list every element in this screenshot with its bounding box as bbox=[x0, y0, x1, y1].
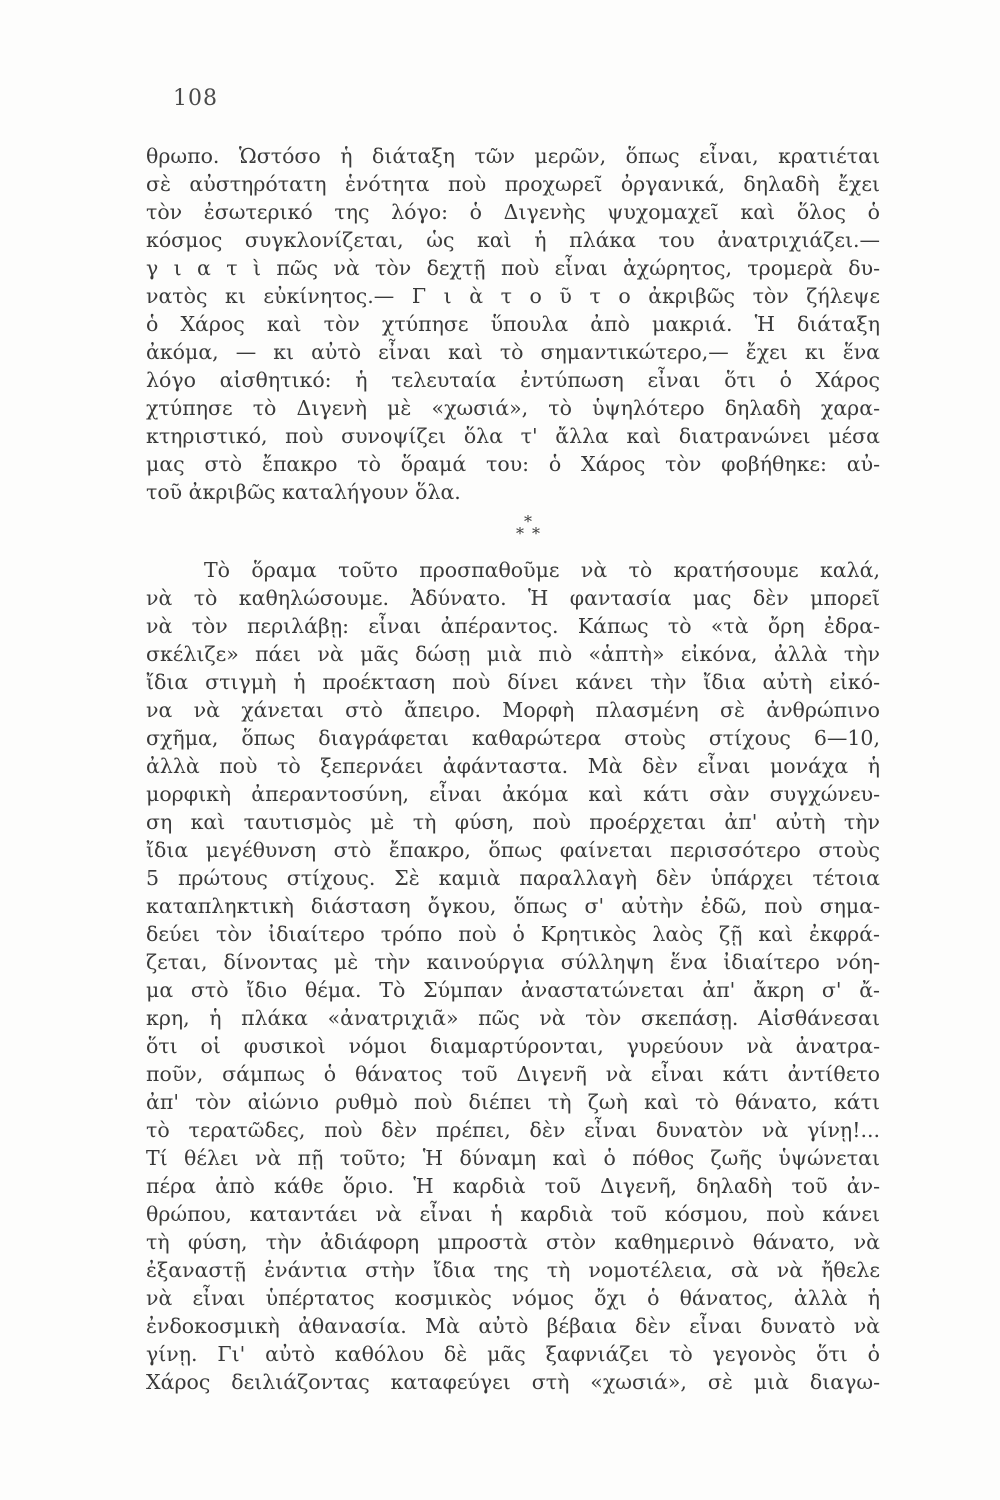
text-line: καταπληκτικὴ διάσταση ὄγκου, ὅπως σ' αὐτὴν ἐδῶ, ποὺ σημα- bbox=[146, 894, 880, 918]
text-line: ση καὶ ταυτισμὸς μὲ τὴ φύση, ποὺ προέρχεται ἀπ' αὐτὴ τὴν bbox=[146, 810, 880, 834]
text-line: τὸ τερατῶδες, ποὺ δὲν πρέπει, δὲν εἶναι δυνατὸν νὰ γίνῃ!... bbox=[146, 1118, 880, 1142]
text-line: κτηριστικό, ποὺ συνοψίζει ὅλα τ' ἄλλα καὶ διατρανώνει μέσα bbox=[146, 424, 880, 448]
text-line: 5 πρώτους στίχους. Σὲ καμιὰ παραλλαγὴ δὲν ὑπάρχει τέτοια bbox=[146, 866, 880, 890]
text-line: νατὸς κι εὐκίνητος.— Γ ι ὰ τ ο ῦ τ ο ἀκριβῶς τὸν ζήλεψε bbox=[146, 284, 880, 308]
page-number: 108 bbox=[173, 86, 218, 111]
paragraph-2 bbox=[146, 556, 880, 1396]
text-line: σὲ αὐστηρότατη ἑνότητα ποὺ προχωρεῖ ὀργανικά, δηλαδὴ ἔχει bbox=[146, 172, 880, 196]
text-line: σκέλιζε» πάει νὰ μᾶς δώσῃ μιὰ πιὸ «ἁπτὴ» εἰκόνα, ἀλλὰ τὴν bbox=[146, 642, 880, 666]
text-line: ἐξαναστῇ ἐνάντια στὴν ἴδια της τὴ νομοτέλεια, σὰ νὰ ἤθελε bbox=[146, 1258, 880, 1282]
text-line: ἴδια στιγμὴ ἡ προέκταση ποὺ δίνει κάνει τὴν ἴδια αὐτὴ εἰκό- bbox=[146, 670, 880, 694]
text-line: ὁ Χάρος καὶ τὸν χτύπησε ὕπουλα ἀπὸ μακριά. Ἡ διάταξη bbox=[146, 312, 880, 336]
text-line: κόσμος συγκλονίζεται, ὡς καὶ ἡ πλάκα του ἀνατριχιάζει.— bbox=[146, 228, 880, 252]
separator-star: * bbox=[532, 524, 540, 543]
text-line: νὰ τὸν περιλάβῃ: εἶναι ἀπέραντος. Κάπως τὸ «τὰ ὄρη ἐδρα- bbox=[146, 614, 880, 638]
text-line: Τὸ ὅραμα τοῦτο προσπαθοῦμε νὰ τὸ κρατήσουμε καλά, bbox=[204, 558, 880, 582]
text-line: να νὰ χάνεται στὸ ἄπειρο. Μορφὴ πλασμένη σὲ ἀνθρώπινο bbox=[146, 698, 880, 722]
text-line: ἀπ' τὸν αἰώνιο ρυθμὸ ποὺ διέπει τὴ ζωὴ καὶ τὸ θάνατο, κάτι bbox=[146, 1090, 880, 1114]
text-line: ποῦν, σάμπως ὁ θάνατος τοῦ Διγενῆ νὰ εἶναι κάτι ἀντίθετο bbox=[146, 1062, 880, 1086]
text-line: ἴδια μεγέθυνση στὸ ἔπακρο, ὅπως φαίνεται περισσότερο στοὺς bbox=[146, 838, 880, 862]
separator-star: * bbox=[524, 512, 532, 531]
text-line: χτύπησε τὸ Διγενὴ μὲ «χωσιά», τὸ ὑψηλότερο δηλαδὴ χαρα- bbox=[146, 396, 880, 420]
text-line: κρη, ἡ πλάκα «ἀνατριχιᾶ» πῶς νὰ τὸν σκεπάσῃ. Αἰσθάνεσαι bbox=[146, 1006, 880, 1030]
section-separator bbox=[510, 514, 550, 544]
text-line: ἀκόμα, — κι αὐτὸ εἶναι καὶ τὸ σημαντικώτερο,— ἔχει κι ἕνα bbox=[146, 340, 880, 364]
text-line: τὴ φύση, τὴν ἀδιάφορη μπροστὰ στὸν καθημερινὸ θάνατο, νὰ bbox=[146, 1230, 880, 1254]
text-line: γ ι α τ ὶ πῶς νὰ τὸν δεχτῇ ποὺ εἶναι ἀχώρητος, τρομερὰ δυ- bbox=[146, 256, 880, 280]
text-line: μα στὸ ἴδιο θέμα. Τὸ Σύμπαν ἀναστατώνεται ἀπ' ἄκρη σ' ἄ- bbox=[146, 978, 880, 1002]
text-line: ὅτι οἱ φυσικοὶ νόμοι διαμαρτύρονται, γυρεύουν νὰ ἀνατρα- bbox=[146, 1034, 880, 1058]
text-line: θρωπο. Ὡστόσο ἡ διάταξη τῶν μερῶν, ὅπως εἶναι, κρατιέται bbox=[146, 144, 880, 168]
text-line: τὸν ἐσωτερικό της λόγο: ὁ Διγενὴς ψυχομαχεῖ καὶ ὅλος ὁ bbox=[146, 200, 880, 224]
text-line: θρώπου, καταντάει νὰ εἶναι ἡ καρδιὰ τοῦ κόσμου, ποὺ κάνει bbox=[146, 1202, 880, 1226]
text-line: Τί θέλει νὰ πῇ τοῦτο; Ἡ δύναμη καὶ ὁ πόθος ζωῆς ὑψώνεται bbox=[146, 1146, 880, 1170]
text-line: ζεται, δίνοντας μὲ τὴν καινούργια σύλληψη ἕνα ἰδιαίτερο νόη- bbox=[146, 950, 880, 974]
text-line: σχῆμα, ὅπως διαγράφεται καθαρώτερα στοὺς στίχους 6—10, bbox=[146, 726, 880, 750]
text-line: νὰ τὸ καθηλώσουμε. Ἀδύνατο. Ἡ φαντασία μας δὲν μπορεῖ bbox=[146, 586, 880, 610]
text-line: ἀλλὰ ποὺ τὸ ξεπερνάει ἀφάνταστα. Μὰ δὲν εἶναι μονάχα ἡ bbox=[146, 754, 880, 778]
text-line: μορφικὴ ἀπεραντοσύνη, εἶναι ἀκόμα καὶ κάτι σὰν συγχώνευ- bbox=[146, 782, 880, 806]
text-line: δεύει τὸν ἰδιαίτερο τρόπο ποὺ ὁ Κρητικὸς λαὸς ζῇ καὶ ἐκφρά- bbox=[146, 922, 880, 946]
separator-star: * bbox=[516, 524, 524, 543]
text-line: γίνῃ. Γι' αὐτὸ καθόλου δὲ μᾶς ξαφνιάζει τὸ γεγονὸς ὅτι ὁ bbox=[146, 1342, 880, 1366]
text-line: τοῦ ἀκριβῶς καταλήγουν ὅλα. bbox=[146, 480, 461, 504]
text-line: Χάρος δειλιάζοντας καταφεύγει στὴ «χωσιά», σὲ μιὰ διαγω- bbox=[146, 1370, 880, 1394]
text-line: ἐνδοκοσμικὴ ἀθανασία. Μὰ αὐτὸ βέβαια δὲν εἶναι δυνατὸ νὰ bbox=[146, 1314, 880, 1338]
text-line: πέρα ἀπὸ κάθε ὅριο. Ἡ καρδιὰ τοῦ Διγενῆ, δηλαδὴ τοῦ ἀν- bbox=[146, 1174, 880, 1198]
text-line: λόγο αἰσθητικό: ἡ τελευταία ἐντύπωση εἶναι ὅτι ὁ Χάρος bbox=[146, 368, 880, 392]
text-line: νὰ εἶναι ὑπέρτατος κοσμικὸς νόμος ὄχι ὁ θάνατος, ἀλλὰ ἡ bbox=[146, 1286, 880, 1310]
text-line: μας στὸ ἔπακρο τὸ ὅραμά του: ὁ Χάρος τὸν φοβήθηκε: αὐ- bbox=[146, 452, 880, 476]
paragraph-1 bbox=[146, 142, 880, 506]
